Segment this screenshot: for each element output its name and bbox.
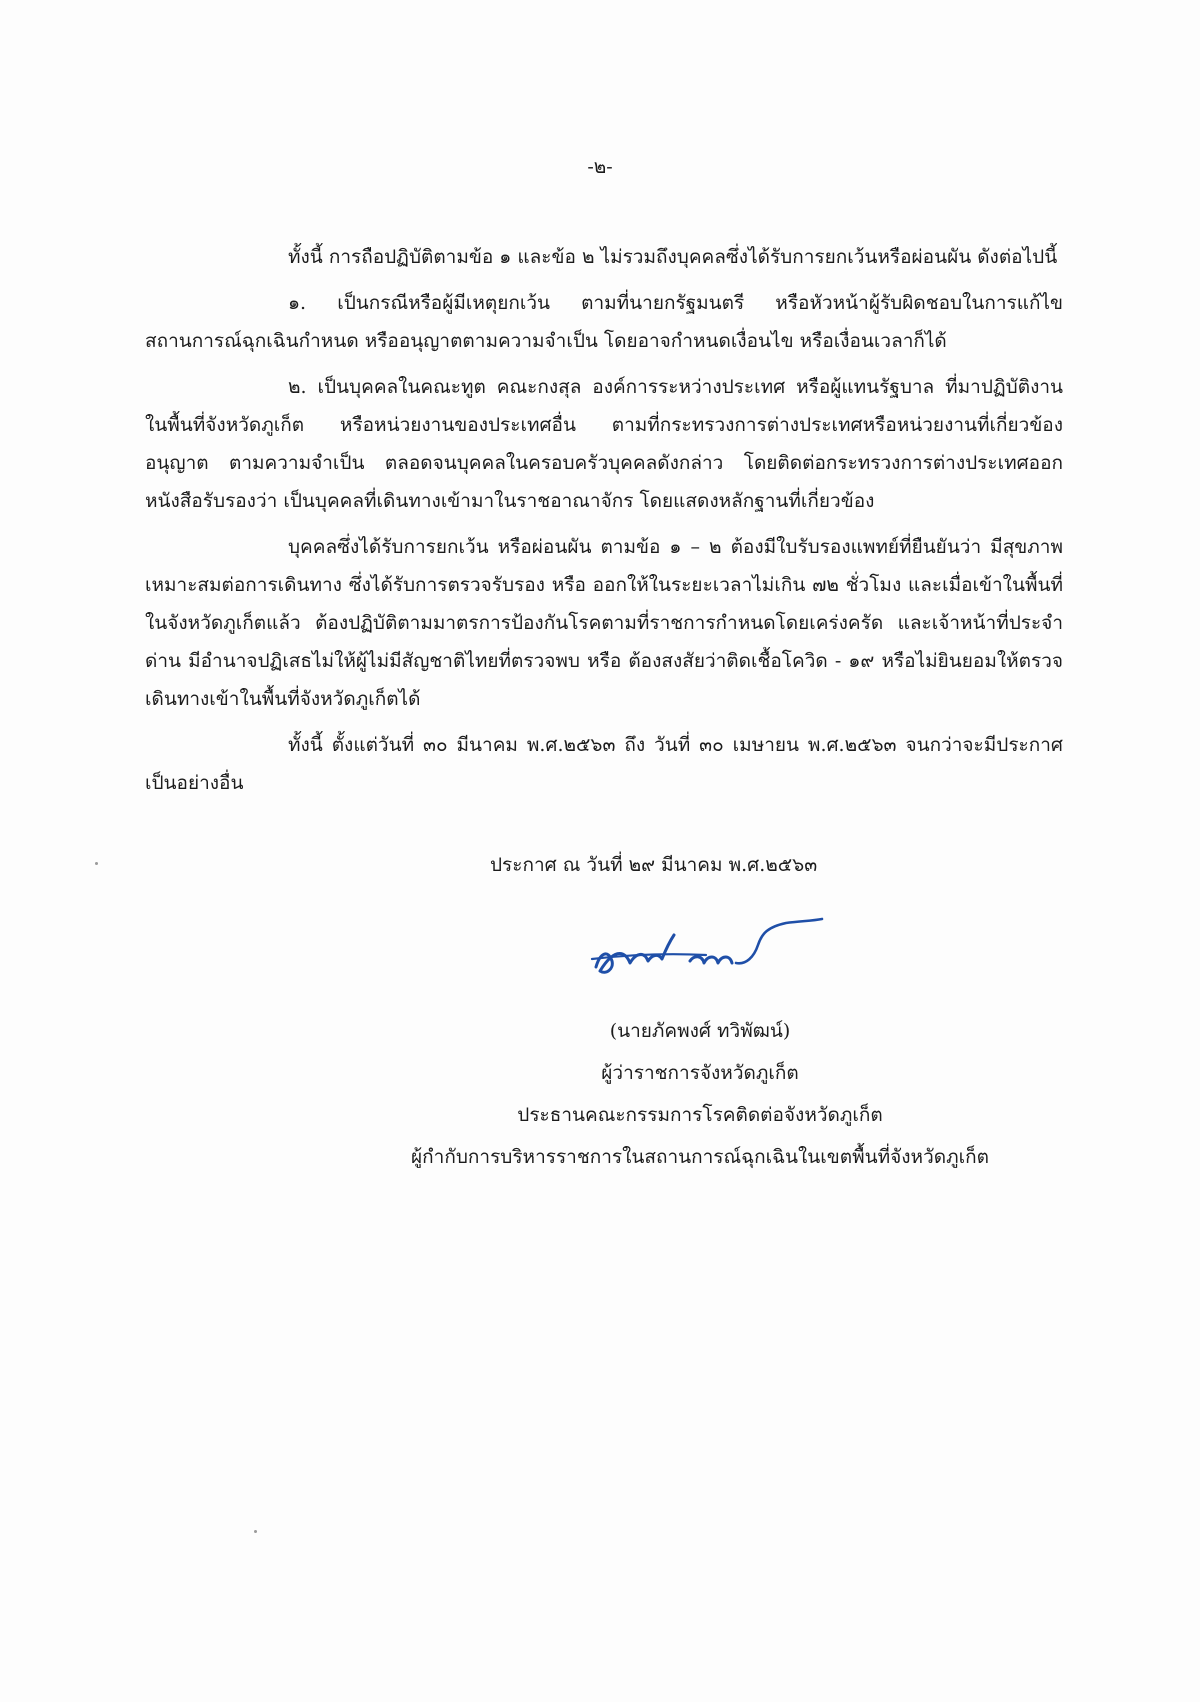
document-body (145, 238, 1063, 810)
signatory-title-governor: ผู้ว่าราชการจังหวัดภูเก็ต (601, 1062, 799, 1084)
paragraph-exemption-intro: ทั้งนี้ การถือปฏิบัติตามข้อ ๑ และข้อ ๒ ไม่รวมถึงบุคคลซึ่งได้รับการยกเว้นหรือผ่อนผัน ดังต่อไปนี้ (288, 246, 1058, 268)
signatory-title-committee-chair: ประธานคณะกรรมการโรคติดต่อจังหวัดภูเก็ต (517, 1104, 883, 1126)
signatory-title-emergency-supervisor: ผู้กำกับการบริหารราชการในสถานการณ์ฉุกเฉินในเขตพื้นที่จังหวัดภูเก็ต (411, 1146, 989, 1168)
scan-speck (95, 862, 98, 865)
paragraph-exemption-2: ๒. เป็นบุคคลในคณะทูต คณะกงสุล องค์การระหว่างประเทศ หรือผู้แทนรัฐบาล ที่มาปฏิบัติงาน ในพื้นที่จังหวัดภูเก็ต หรือหน่วยงานของประเทศอื่น ตามที่กระทรวงการต่างประเทศหรือหน่วยงานที่เกี่ยวข้องอนุญาต ตามความจำเป็น ตลอดจนบุคคลในครอบครัวบุคคลดังกล่าว โดยติดต่อกระทรวงการต่างประเทศออกหนังสือรับรองว่า เป็นบุคคลที่เดินทางเข้ามาในราชอาณาจักร โดยแสดงหลักฐานที่เกี่ยวข้อง (145, 376, 1063, 512)
scan-speck (254, 1530, 257, 1533)
signatory-name: (นายภัคพงศ์ ทวิพัฒน์) (609, 1020, 791, 1042)
handwritten-signature (586, 905, 826, 995)
page-number: -๒- (587, 156, 613, 178)
paragraph-medical-certificate: บุคคลซึ่งได้รับการยกเว้น หรือผ่อนผัน ตามข้อ ๑ – ๒ ต้องมีใบรับรองแพทย์ที่ยืนยันว่า มีสุขภาพ เหมาะสมต่อการเดินทาง ซึ่งได้รับการตรวจรับรอง หรือ ออกให้ในระยะเวลาไม่เกิน ๗๒ ชั่วโมง และเมื่อเข้าในพื้นที่ ในจังหวัดภูเก็ตแล้ว ต้องปฏิบัติตามมาตรการป้องกันโรคตามที่ราชการกำหนดโดยเคร่งครัด และเจ้าหน้าที่ประจำด่าน มีอำนาจปฏิเสธไม่ให้ผู้ไม่มีสัญชาติไทยที่ตรวจพบ หรือ ต้องสงสัยว่าติดเชื้อโควิด - ๑๙ หรือไม่ยินยอมให้ตรวจ เดินทางเข้าในพื้นที่จังหวัดภูเก็ตได้ (145, 536, 1063, 710)
paragraph-exemption-1: ๑. เป็นกรณีหรือผู้มีเหตุยกเว้น ตามที่นายกรัฐมนตรี หรือหัวหน้าผู้รับผิดชอบในการแก้ไข สถานการณ์ฉุกเฉินกำหนด หรืออนุญาตตามความจำเป็น โดยอาจกำหนดเงื่อนไข หรือเงื่อนเวลาก็ได้ (145, 292, 1063, 352)
signatory-block (360, 1010, 1040, 1178)
paragraph-effective-period: ทั้งนี้ ตั้งแต่วันที่ ๓๐ มีนาคม พ.ศ.๒๕๖๓ ถึง วันที่ ๓๐ เมษายน พ.ศ.๒๕๖๓ จนกว่าจะมีประกาศ เป็นอย่างอื่น (145, 734, 1063, 794)
announcement-date: ประกาศ ณ วันที่ ๒๙ มีนาคม พ.ศ.๒๕๖๓ (490, 854, 818, 876)
